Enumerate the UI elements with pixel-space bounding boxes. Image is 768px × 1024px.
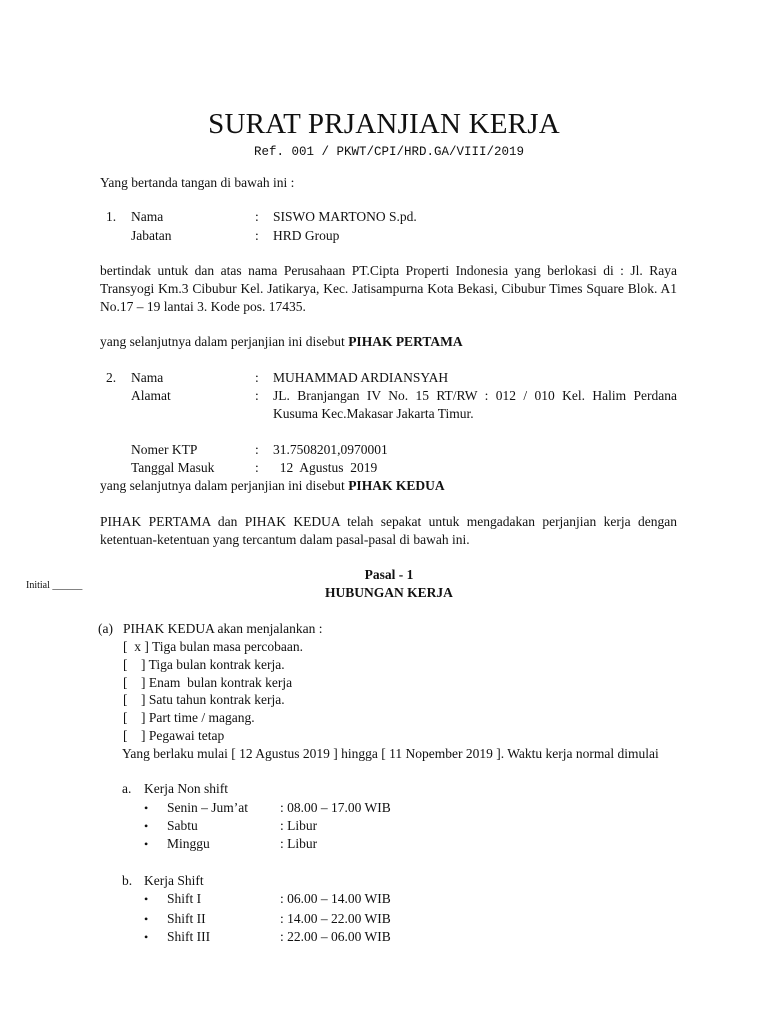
pasal-number: Pasal - 1 [364,567,414,582]
schedule-day: Shift III [167,929,211,944]
bullet-icon: • [144,892,149,906]
clause-a-text: PIHAK KEDUA akan menjalankan : [123,621,323,636]
document-title: SURAT PRJANJIAN KERJA [208,108,560,140]
party-two-ktp-label: Nomer KTP [131,442,198,457]
party-two-name-label: Nama [131,370,164,385]
option-permanent: [ ] Pegawai tetap [123,728,225,743]
schedule-time: : 08.00 – 17.00 WIB [280,800,391,815]
party-one-designation: PIHAK PERTAMA [348,334,463,349]
schedule-day: Sabtu [167,818,198,833]
schedule-time: : 22.00 – 06.00 WIB [280,929,391,944]
non-shift-marker: a. [122,781,132,796]
clause-a-marker: (a) [98,621,113,636]
party-two-start-date: 12 Agustus 2019 [273,460,378,475]
schedule-day: Shift II [167,911,206,926]
bullet-icon: • [144,930,149,944]
validity-paragraph: Yang berlaku mulai [ 12 Agustus 2019 ] hingga [ 11 Nopember 2019 ]. Waktu kerja normal dimulai [122,746,659,761]
bullet-icon: • [144,912,149,926]
separator: : [255,460,259,475]
schedule-time: : 14.00 – 22.00 WIB [280,911,391,926]
schedule-day: Minggu [167,836,210,851]
party-one-name-label: Nama [131,209,164,224]
option-one-year-contract: [ ] Satu tahun kontrak kerja. [123,692,285,707]
party-one-position: HRD Group [273,228,340,243]
party-two-number: 2. [106,370,117,385]
party-two-designation-line [100,477,445,495]
party-two-designation: PIHAK KEDUA [348,478,445,493]
option-part-time: [ ] Part time / magang. [123,710,255,725]
initial-field: Initial ______ [26,580,83,591]
party-one-designation-line [100,333,463,351]
party-two-name: MUHAMMAD ARDIANSYAH [273,370,449,385]
option-six-month-contract: [ ] Enam bulan kontrak kerja [123,675,293,690]
option-three-month-contract: [ ] Tiga bulan kontrak kerja. [123,657,285,672]
shift-heading: Kerja Shift [144,873,204,888]
non-shift-heading: Kerja Non shift [144,781,228,796]
separator: : [255,388,259,403]
bullet-icon: • [144,837,149,851]
party-one-acting-paragraph: bertindak untuk dan atas nama Perusahaan PT.Cipta Properti Indonesia yang berlokasi di : Jl. Raya Transyogi Km.3 Cibubur Kel. Jatikarya, Kec. Jatisampurna Kota Bekasi, Cibubur Times Square Blok. A1 No.17 – 19 lantai 3. Kode pos. 17435. [100,263,677,314]
party-two-address: JL. Branjangan IV No. 15 RT/RW : 012 / 010 Kel. Halim Perdana Kusuma Kec.Makasar Jakarta Timur. [273,388,677,421]
intro-text: Yang bertanda tangan di bawah ini : [100,175,295,190]
party-two-address-label: Alamat [131,388,171,403]
schedule-time: : 06.00 – 14.00 WIB [280,891,391,906]
party-two-ktp: 31.7508201,0970001 [273,442,388,457]
reference-number: Ref. 001 / PKWT/CPI/HRD.GA/VIII/2019 [253,145,525,159]
bullet-icon: • [144,801,149,815]
schedule-day: Senin – Jum’at [167,800,248,815]
party-one-number: 1. [106,209,117,224]
schedule-time: : Libur [280,818,318,833]
shift-marker: b. [122,873,133,888]
party-one-position-label: Jabatan [131,228,172,243]
option-probation: [ x ] Tiga bulan masa percobaan. [123,639,303,654]
separator: : [255,209,259,224]
schedule-time: : Libur [280,836,318,851]
designation-prefix: yang selanjutnya dalam perjanjian ini disebut [100,478,349,493]
designation-prefix: yang selanjutnya dalam perjanjian ini disebut [100,334,349,349]
separator: : [255,442,259,457]
agreement-paragraph: PIHAK PERTAMA dan PIHAK KEDUA telah sepakat untuk mengadakan perjanjian kerja dengan ketentuan-ketentuan yang tercantum dalam pasal-pasal di bawah ini. [100,514,677,547]
party-two-start-date-label: Tanggal Masuk [131,460,215,475]
bullet-icon: • [144,819,149,833]
separator: : [255,370,259,385]
party-one-name: SISWO MARTONO S.pd. [273,209,417,224]
pasal-heading: HUBUNGAN KERJA [325,585,453,600]
schedule-day: Shift I [167,891,202,906]
separator: : [255,228,259,243]
